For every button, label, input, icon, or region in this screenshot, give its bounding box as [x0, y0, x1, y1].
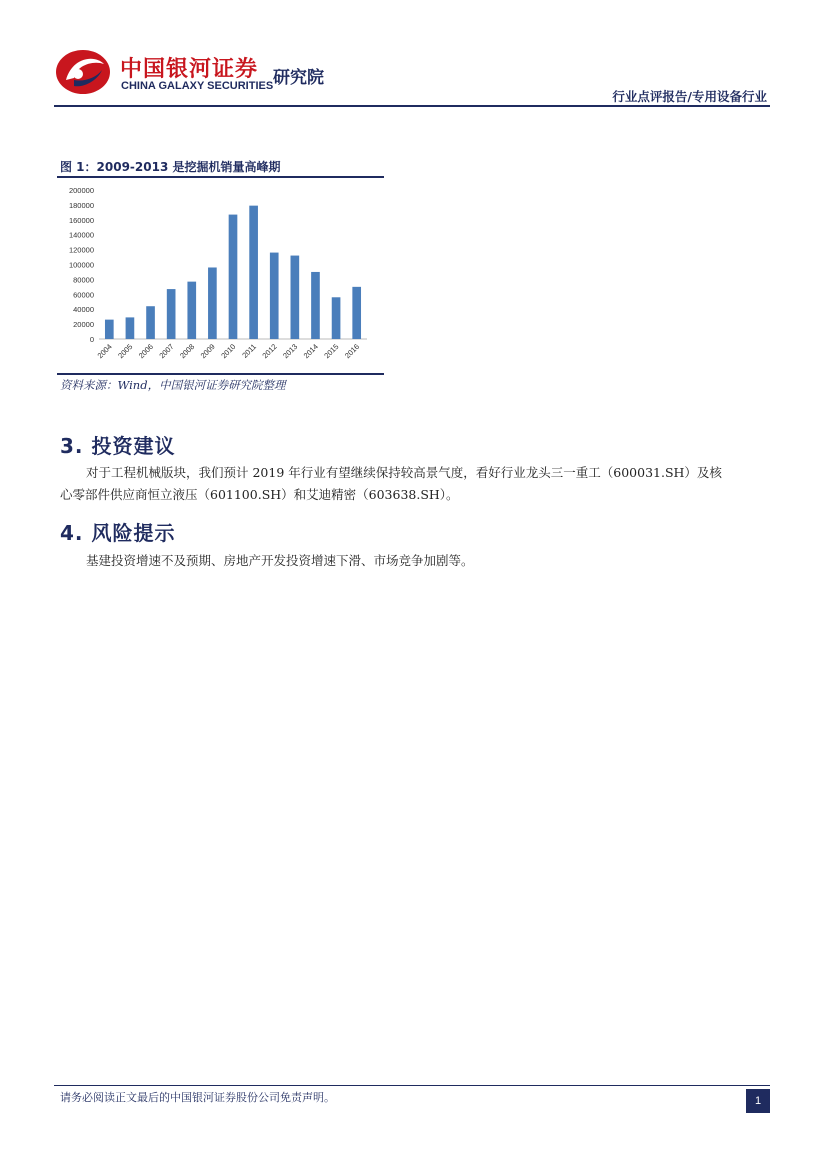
y-tick-label: 140000: [68, 230, 94, 240]
bar-2012: [270, 253, 279, 339]
section-heading-risk: 4. 风险提示: [60, 521, 176, 545]
y-tick-label: 40000: [73, 305, 94, 315]
bar-2009: [208, 267, 217, 339]
x-tick-label: 2005: [116, 342, 135, 361]
bar-2008: [187, 282, 196, 339]
brand-institute: 研究院: [273, 68, 324, 88]
bar-2011: [249, 206, 258, 339]
company-logo: [54, 48, 112, 96]
paragraph-line: 心零部件供应商恒立液压（601100.SH）和艾迪精密（603638.SH）。: [60, 487, 459, 502]
brand-name-en: CHINA GALAXY SECURITIES: [121, 80, 274, 92]
y-tick-label: 180000: [68, 200, 94, 210]
x-tick-label: 2011: [240, 342, 259, 360]
y-tick-label: 200000: [68, 186, 94, 195]
bar-2007: [167, 289, 176, 339]
figure-bottom-rule: [57, 373, 384, 375]
x-tick-label: 2006: [136, 342, 155, 361]
x-tick-label: 2007: [157, 342, 176, 361]
footer-divider: [54, 1085, 770, 1086]
bar-2006: [146, 306, 155, 339]
bar-2010: [229, 215, 238, 339]
x-tick-label: 2010: [219, 342, 238, 361]
x-tick-label: 2016: [342, 342, 362, 361]
paragraph-line: 对于工程机械版块，我们预计 2019 年行业有望继续保持较高景气度，看好行业龙头三一重工（600031.SH）及核: [86, 465, 722, 480]
brand-name-cn: 中国银河证券: [120, 57, 259, 82]
y-tick-label: 160000: [68, 215, 94, 225]
header-divider: [54, 105, 770, 107]
y-tick-label: 100000: [68, 260, 94, 270]
bar-2005: [126, 317, 135, 339]
x-tick-label: 2014: [301, 342, 320, 361]
bar-2004: [105, 320, 114, 339]
y-tick-label: 60000: [73, 290, 94, 300]
bar-2015: [332, 297, 341, 339]
paragraph-line: 基建投资增速不及预期、房地产开发投资增速下滑、市场竞争加剧等。: [86, 553, 474, 568]
x-tick-label: 2008: [178, 342, 197, 361]
x-tick-label: 2004: [95, 342, 114, 361]
x-tick-label: 2009: [198, 342, 217, 361]
page-number: 1: [746, 1089, 770, 1113]
bar-chart: [57, 178, 384, 373]
section-body-investment: [60, 462, 770, 506]
x-tick-label: 2013: [281, 342, 300, 361]
x-tick-label: 2015: [322, 342, 341, 361]
footer-disclaimer: 请务必阅读正文最后的中国银河证券股份公司免责声明。: [60, 1091, 335, 1104]
y-tick-label: 0: [89, 335, 94, 344]
bar-2016: [352, 287, 361, 339]
section-body-risk: [60, 550, 770, 572]
chart-svg: [57, 178, 384, 373]
bar-2014: [311, 272, 320, 339]
y-tick-label: 20000: [73, 320, 94, 330]
bar-2013: [291, 256, 300, 339]
section-heading-investment: 3. 投资建议: [60, 434, 176, 458]
report-type: 行业点评报告/专用设备行业: [612, 89, 767, 104]
y-tick-label: 120000: [68, 245, 94, 255]
y-tick-label: 80000: [73, 275, 94, 285]
figure-title: 图 1：2009-2013 是挖掘机销量高峰期: [60, 160, 281, 174]
x-tick-label: 2012: [260, 342, 279, 361]
figure-source: 资料来源：Wind，中国银河证券研究院整理: [60, 378, 286, 392]
